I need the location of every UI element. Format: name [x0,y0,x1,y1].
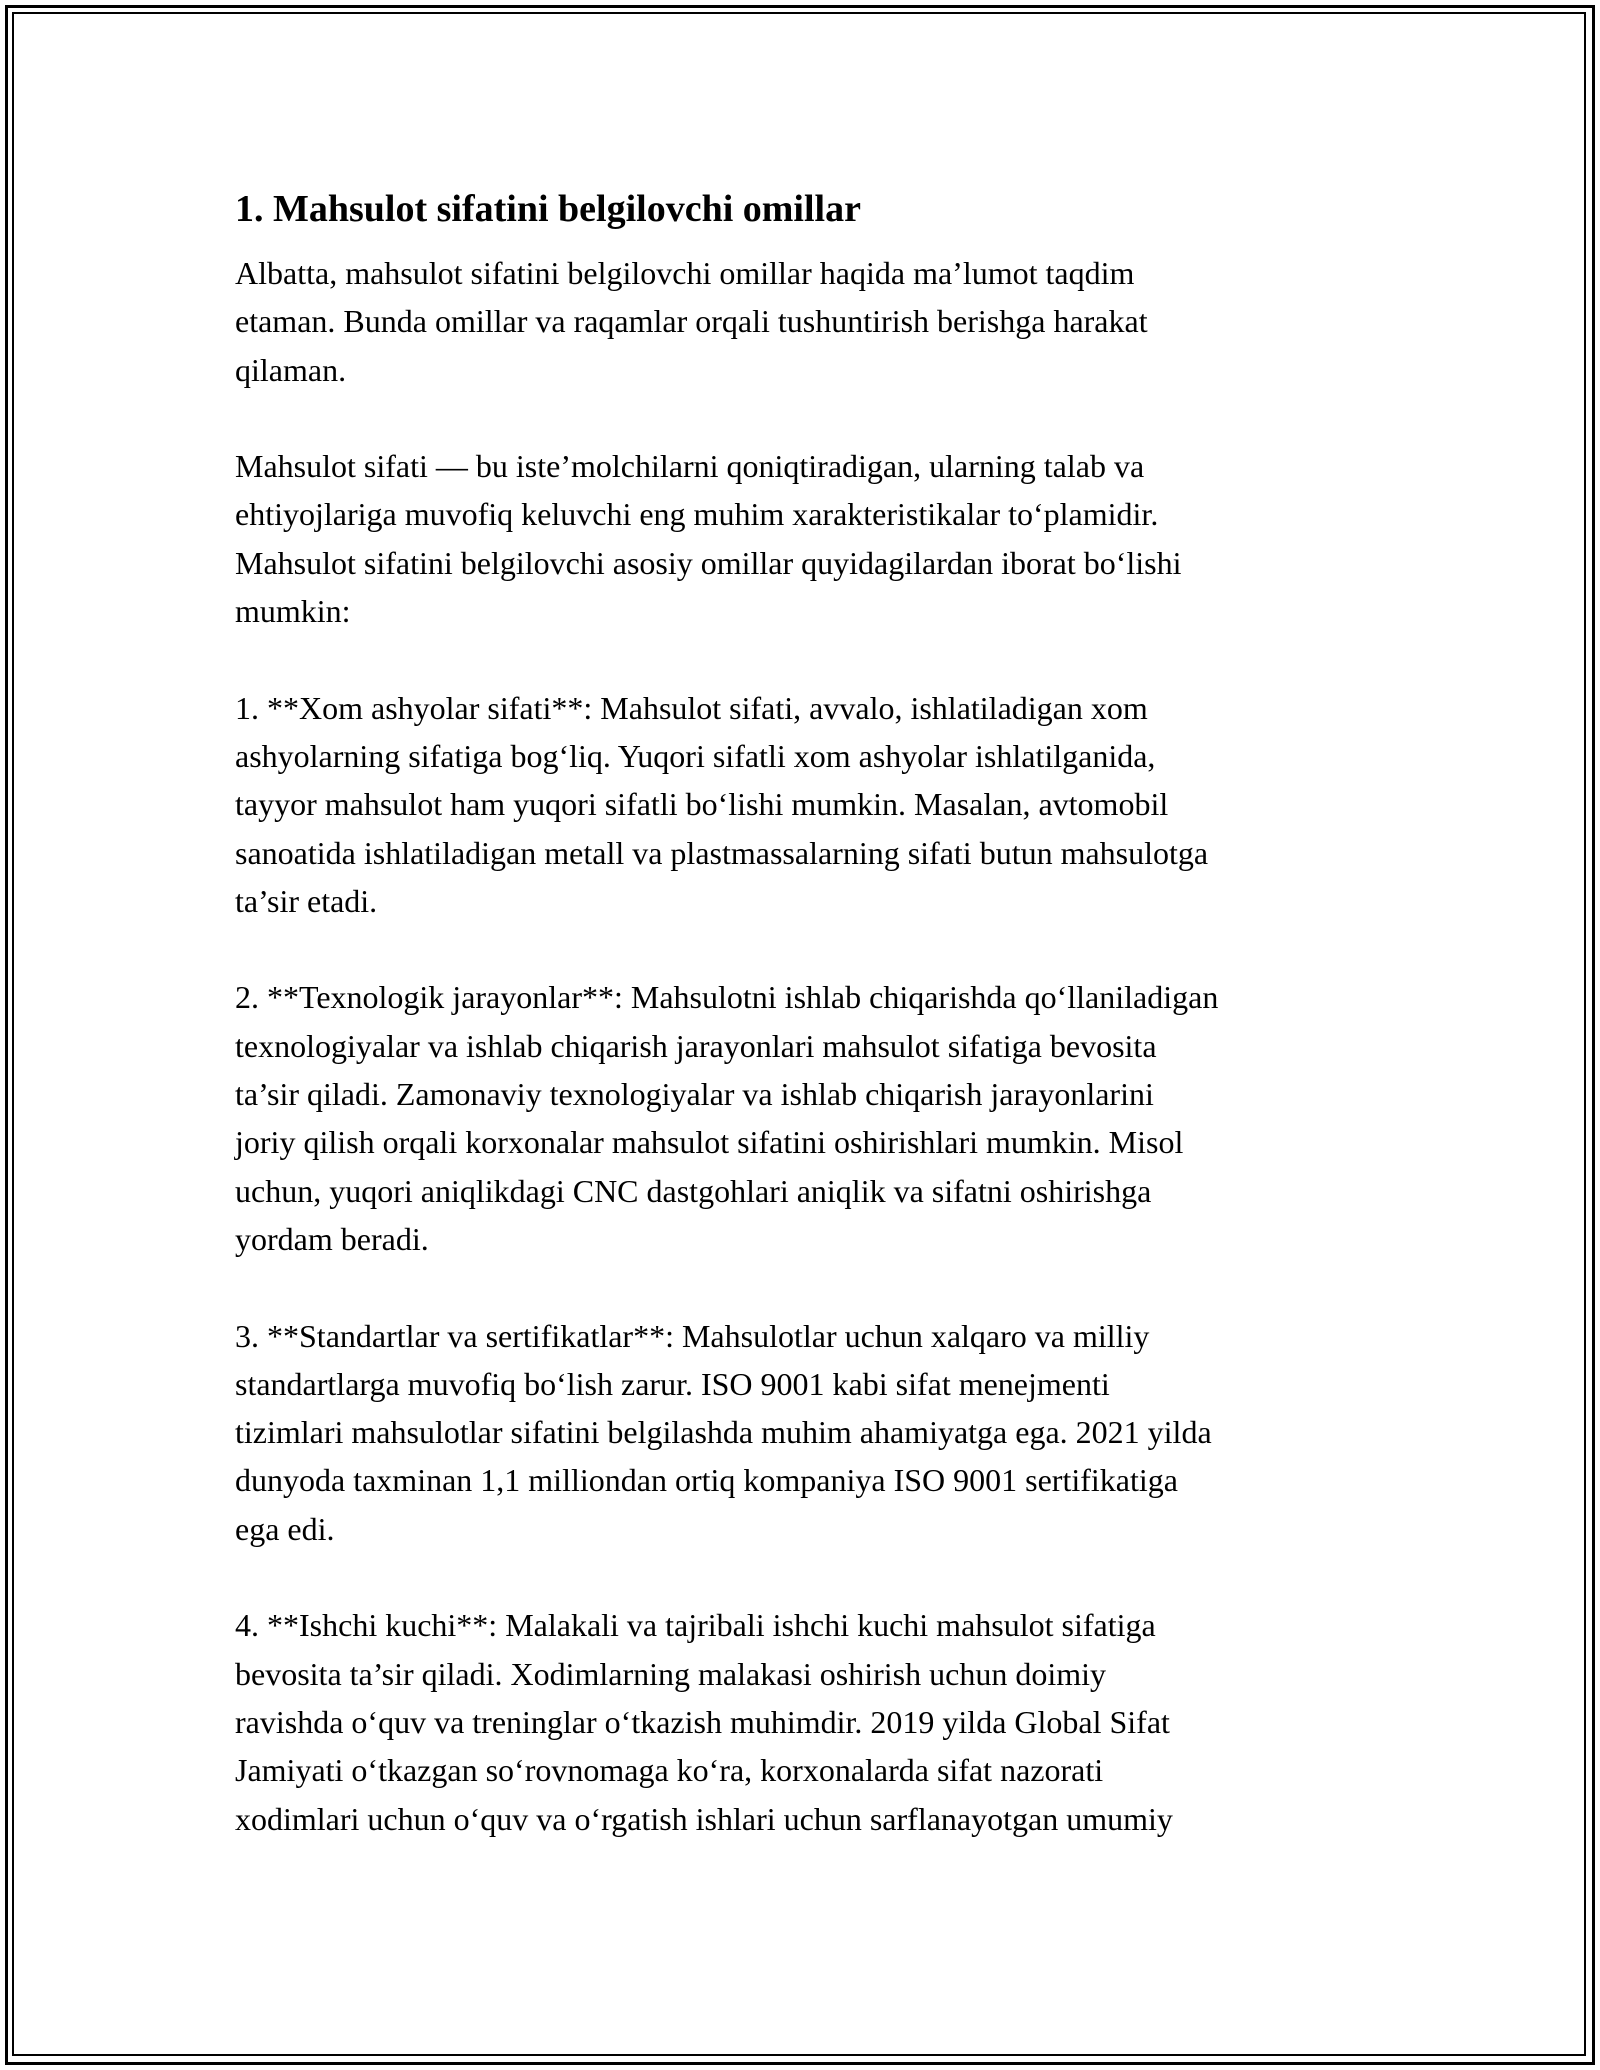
document-body [235,185,1385,1843]
intro-paragraph: Albatta, mahsulot sifatini belgilovchi omillar haqida ma’lumot taqdim etaman. Bunda omillar va raqamlar orqali tushuntirish berishga harakat qilaman. [235,255,1148,388]
factor-standards-paragraph: 3. **Standartlar va sertifikatlar**: Mahsulotlar uchun xalqaro va milliy standartlarga muvofiq bo‘lish zarur. ISO 9001 kabi sifat menejmenti tizimlari mahsulotlar sifatini belgilashda muhim ahamiyatga ega. 2021 yilda dunyoda taxminan 1,1 milliondan ortiq kompaniya ISO 9001 sertifikatiga ega edi. [235,1317,1212,1547]
factor-technology-paragraph: 2. **Texnologik jarayonlar**: Mahsulotni ishlab chiqarishda qo‘llaniladigan texnologiyalar va ishlab chiqarish jarayonlari mahsulot sifatiga bevosita ta’sir qiladi. Zamonaviy texnologiyalar va ishlab chiqarish jarayonlarini joriy qilish orqali korxonalar mahsulot sifatini oshirishlari mumkin. Misol uchun, yuqori aniqlikdagi CNC dastgohlari aniqlik va sifatni oshirishga yordam beradi. [235,979,1219,1257]
section-heading: 1. Mahsulot sifatini belgilovchi omillar [235,188,861,230]
factor-workforce-paragraph: 4. **Ishchi kuchi**: Malakali va tajribali ishchi kuchi mahsulot sifatiga bevosita ta’sir qiladi. Xodimlarning malakasi oshirish uchun doimiy ravishda o‘quv va treninglar o‘tkazish muhimdir. 2019 yilda Global Sifat Jamiyati o‘tkazgan so‘rovnomaga ko‘ra, korxonalarda sifat nazorati xodimlari uchun o‘quv va o‘rgatish ishlari uchun sarflanayotgan umumiy [235,1607,1173,1837]
factor-raw-materials-paragraph: 1. **Xom ashyolar sifati**: Mahsulot sifati, avvalo, ishlatiladigan xom ashyolarning sifatiga bog‘liq. Yuqori sifatli xom ashyolar ishlatilganida, tayyor mahsulot ham yuqori sifatli bo‘lishi mumkin. Masalan, avtomobil sanoatida ishlatiladigan metall va plastmassalarning sifati butun mahsulotga ta’sir etadi. [235,689,1209,919]
definition-paragraph: Mahsulot sifati — bu iste’molchilarni qoniqtiradigan, ularning talab va ehtiyojlariga muvofiq keluvchi eng muhim xarakteristikalar to‘plamidir. Mahsulot sifatini belgilovchi asosiy omillar quyidagilardan iborat bo‘lishi mumkin: [235,448,1182,630]
